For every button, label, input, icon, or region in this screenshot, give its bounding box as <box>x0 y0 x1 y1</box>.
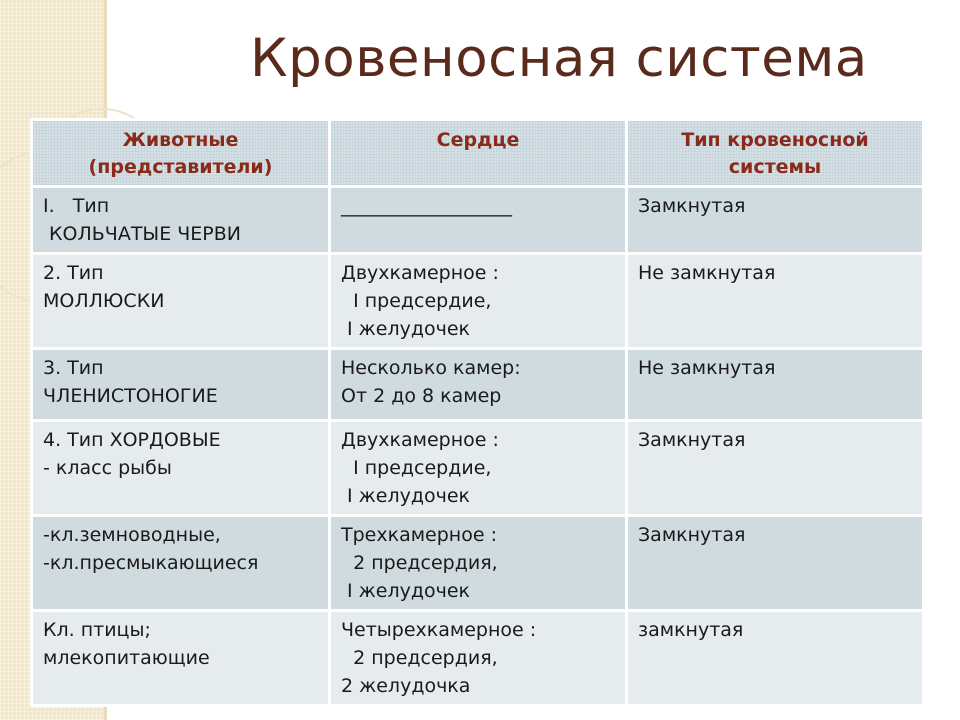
cell-system-type: Не замкнутая <box>627 254 924 349</box>
cell-animals: -кл.земноводные, -кл.пресмыкающиеся <box>32 516 330 611</box>
cell-heart: Двухкамерное : I предсердие, I желудочек <box>330 421 627 516</box>
header-system-type: Тип кровеносной системы <box>627 120 924 187</box>
slide-title: Кровеносная система <box>250 28 868 89</box>
cell-system-type: замкнутая <box>627 611 924 706</box>
cell-system-type: Замкнутая <box>627 516 924 611</box>
cell-animals: I. Тип КОЛЬЧАТЫЕ ЧЕРВИ <box>32 187 330 254</box>
cell-heart: Трехкамерное : 2 предсердия, I желудочек <box>330 516 627 611</box>
cell-heart: Четырехкамерное : 2 предсердия, 2 желудочка <box>330 611 627 706</box>
header-animals: Животные (представители) <box>32 120 330 187</box>
cell-system-type: Замкнутая <box>627 187 924 254</box>
cell-heart: Несколько камер: От 2 до 8 камер <box>330 349 627 421</box>
table-header-row <box>32 120 924 187</box>
table-row <box>32 421 924 516</box>
cell-animals: 3. Тип ЧЛЕНИСТОНОГИЕ <box>32 349 330 421</box>
cell-system-type: Замкнутая <box>627 421 924 516</box>
circulatory-system-table <box>30 118 925 707</box>
cell-animals: 2. Тип МОЛЛЮСКИ <box>32 254 330 349</box>
table-row <box>32 187 924 254</box>
table-row <box>32 254 924 349</box>
cell-animals: Кл. птицы; млекопитающие <box>32 611 330 706</box>
header-heart: Сердце <box>330 120 627 187</box>
cell-heart: __________________ <box>330 187 627 254</box>
cell-animals: 4. Тип ХОРДОВЫЕ - класс рыбы <box>32 421 330 516</box>
cell-heart: Двухкамерное : I предсердие, I желудочек <box>330 254 627 349</box>
table-row <box>32 611 924 706</box>
table-row <box>32 349 924 421</box>
cell-system-type: Не замкнутая <box>627 349 924 421</box>
table-row <box>32 516 924 611</box>
